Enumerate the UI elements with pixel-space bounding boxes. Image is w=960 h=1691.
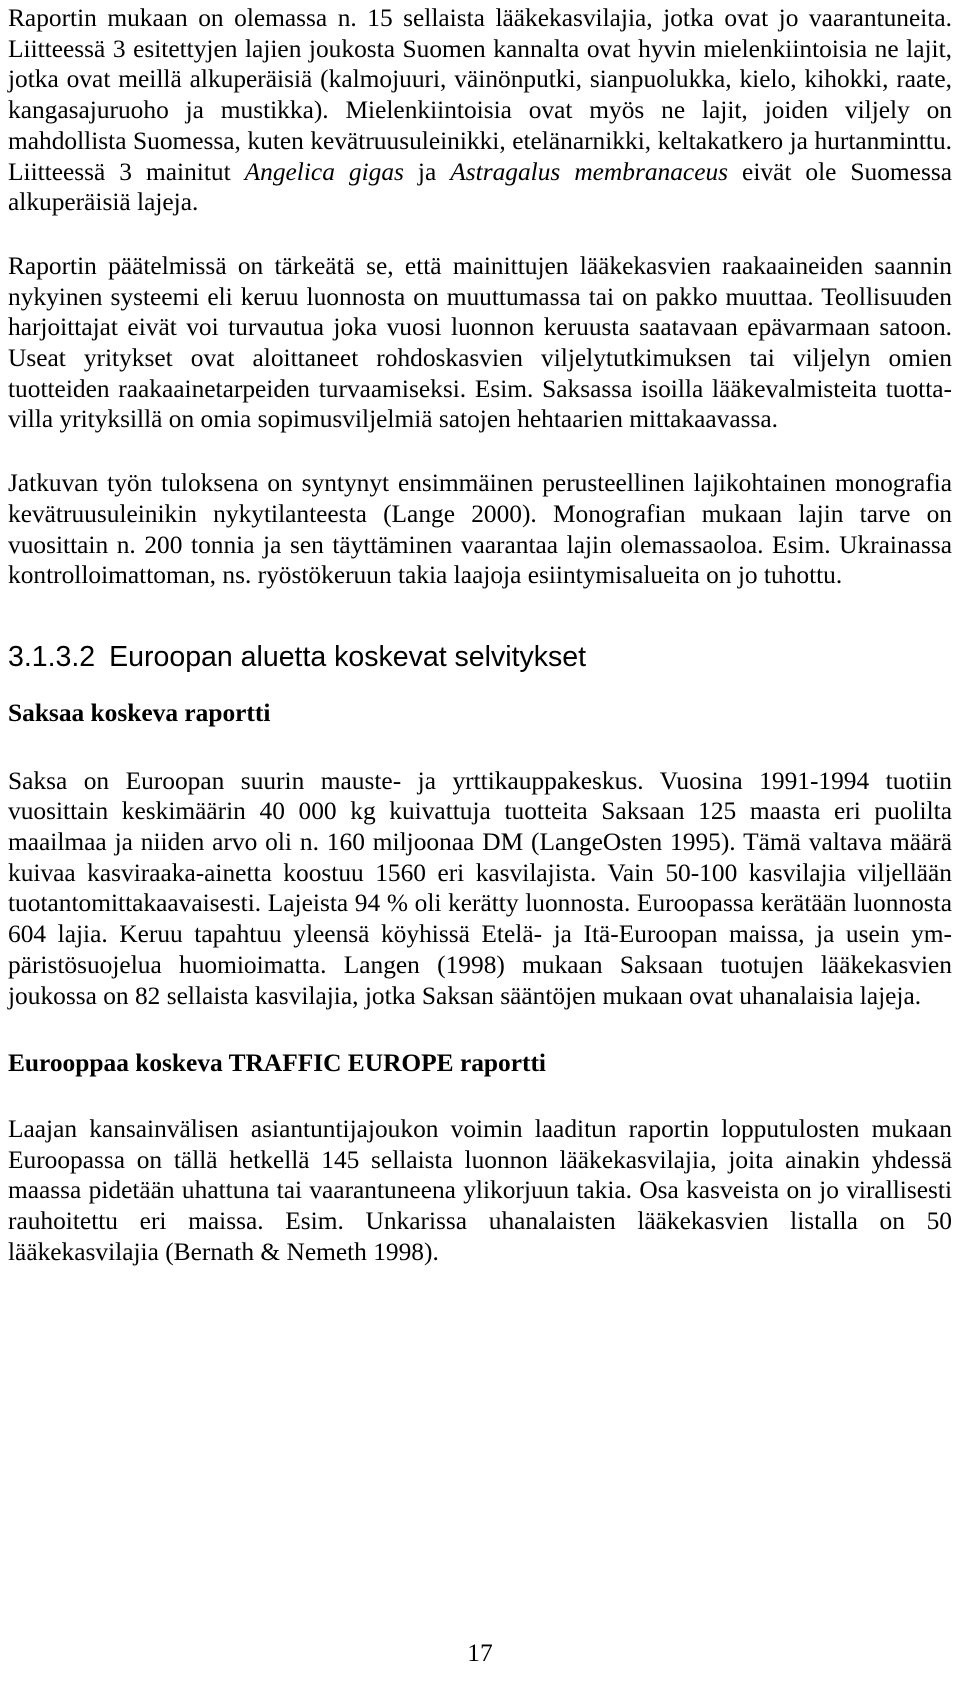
subheading-germany-report: Saksaa koskeva raportti	[8, 698, 271, 727]
species-name: Angelica gigas	[244, 157, 404, 186]
paragraph-1: Raportin mukaan on olemassa n. 15 sellaista lääkekasvilajia, jotka ovat jo vaarantuneita. Liitteessä 3 esitettyjen lajien joukosta Suomen kannalta ovat hyvin mielenkiintoisia ne lajit, jotka ovat meillä alkuperäisiä (kalmojuuri, väinönputki, sianpuolukka, kielo, kihokki, raate, kangasajuruoho ja mustikka). Mielenkiintoisia ovat myös ne lajit, joiden viljely on mahdollista Suomessa, kuten kevätruusuleinikki, etelänarnikki, keltakatkero ja hurtanminttu. Liitteessä 3 mainitut Angelica gigas ja Astragalus membranaceus eivät ole Suomessa alkuperäisiä lajeja.	[8, 4, 952, 217]
paragraph-3: Jatkuvan työn tuloksena on syntynyt ensimmäinen perusteellinen lajikohtainen monografia kevätruusuleinikin nykytilanteesta (Lange 2000). Monografian mukaan lajin tarve on vuosittain n. 200 tonnia ja sen täyttäminen vaarantaa lajin olemassaoloa. Esim. Ukrainassa kontrolloimattoman, ns. ryöstökeruun takia laajoja esiintymisalueita on jo tuhottu.	[8, 469, 952, 590]
page-number: 17	[467, 1639, 493, 1667]
species-name: Astragalus membranaceus	[450, 157, 729, 186]
paragraph-4: Saksa on Euroopan suurin mauste- ja yrttikauppakeskus. Vuosina 1991-1994 tuotiin vuosittain keskimäärin 40 000 kg kuivattuja tuotteita Saksaan 125 maasta eri puolilta maailmaa ja niiden arvo oli n. 160 miljoonaa DM (LangeOsten 1995). Tämä valtava määrä kuivaa kasviraaka-ainetta koostuu 1560 eri kasvilajista. Vain 50-100 kasvilajia viljellään tuotantomittakaavaisesti. Lajeista 94 % oli kerätty luonnosta. Euroopassa kerätään luonnosta 604 lajia. Keruu tapahtuu yleensä köyhissä Etelä- ja Itä-Euroopan maissa, ja usein ympäristösuojelua huomioimatta. Langen (1998) mukaan Saksaan tuotujen lääkekasvien joukossa on 82 sellaista kasvilajia, jotka Saksan sääntöjen mukaan ovat uhanalaisia lajeja.	[8, 766, 952, 1010]
section-number: 3.1.3.2	[8, 640, 96, 673]
section-title: Euroopan aluetta koskevat selvitykset	[109, 640, 587, 673]
paragraph-2: Raportin päätelmissä on tärkeätä se, että mainittujen lääkekasvien raakaaineiden saannin nykyinen systeemi eli keruu luonnosta on muuttumassa tai on pakko muuttaa. Teollisuuden harjoittajat eivät voi turvautua joka vuosi luonnon keruusta saatavaan epävarmaan satoon. Useat yritykset ovat aloittaneet rohdoskasvien viljelytutkimuksen tai viljelyn omien tuotteiden raakaainetarpeiden turvaamiseksi. Esim. Saksassa isoilla lääkevalmisteita tuottavilla yrityksillä on omia sopimusviljelmiä satojen hehtaarien mittakaavassa.	[8, 251, 952, 434]
paragraph-5: Laajan kansainvälisen asiantuntijajoukon voimin laaditun raportin lopputulosten mukaan Euroopassa on tällä hetkellä 145 sellaista luonnon lääkekasvilajia, joita ainakin yhdessä maassa pidetään uhattuna tai vaarantuneena ylikorjuun takia. Osa kasveista on jo virallisesti rauhoitettu eri maissa. Esim. Unkarissa uhanalaisten lääkekasvien listalla on 50 lääkekasvilajia (Bernath & Nemeth 1998).	[8, 1114, 952, 1266]
section-heading	[8, 640, 952, 674]
document-page	[8, 0, 952, 1268]
subheading-traffic-europe-report: Eurooppaa koskeva TRAFFIC EUROPE raportti	[8, 1049, 546, 1078]
